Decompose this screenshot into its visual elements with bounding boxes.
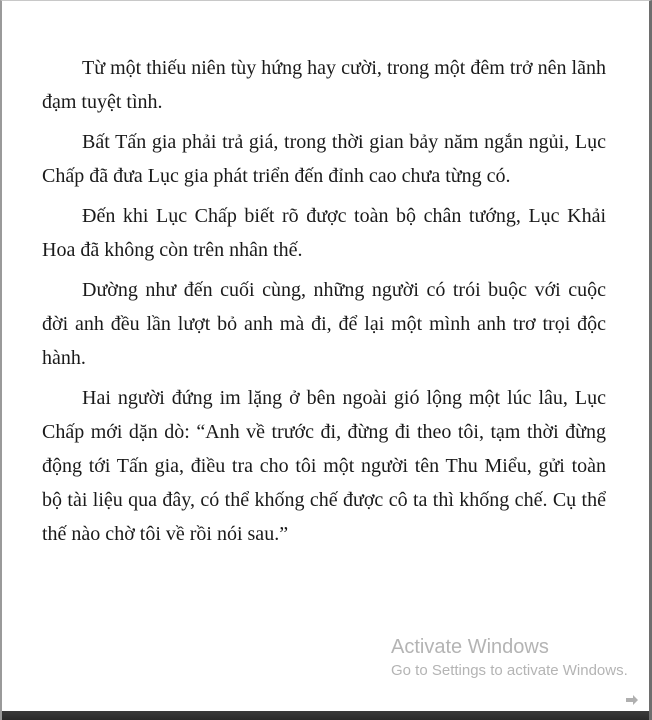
document-body	[42, 51, 606, 557]
arrow-right-icon	[625, 694, 639, 706]
watermark-subtitle: Go to Settings to activate Windows.	[391, 662, 628, 679]
activation-watermark	[391, 634, 628, 681]
paragraph-1: Từ một thiếu niên tùy hứng hay cười, trong một đêm trở nên lãnh đạm tuyệt tình.	[42, 57, 606, 113]
paragraph-3: Đến khi Lục Chấp biết rõ được toàn bộ chân tướng, Lục Khải Hoa đã không còn trên nhân thế.	[42, 205, 606, 261]
scroll-arrow-icon[interactable]	[625, 694, 639, 706]
paragraph-5: Hai người đứng im lặng ở bên ngoài gió lộng một lúc lâu, Lục Chấp mới dặn dò: “Anh về trước đi, đừng đi theo tôi, tạm thời đừng động tới Tấn gia, điều tra cho tôi một người tên Thu Miểu, gửi toàn bộ tài liệu qua đây, có thể khống chế được cô ta thì khống chế. Cụ thể thế nào chờ tôi về rồi nói sau.”	[42, 387, 606, 545]
paragraph-4: Dường như đến cuối cùng, những người có trói buộc với cuộc đời anh đều lần lượt bỏ anh mà đi, để lại một mình anh trơ trọi độc hành.	[42, 279, 606, 369]
paragraph-2: Bất Tấn gia phải trả giá, trong thời gian bảy năm ngắn ngủi, Lục Chấp đã đưa Lục gia phát triển đến đỉnh cao chưa từng có.	[42, 131, 606, 187]
watermark-title: Activate Windows	[391, 636, 549, 658]
window-bottom-border	[2, 711, 649, 720]
